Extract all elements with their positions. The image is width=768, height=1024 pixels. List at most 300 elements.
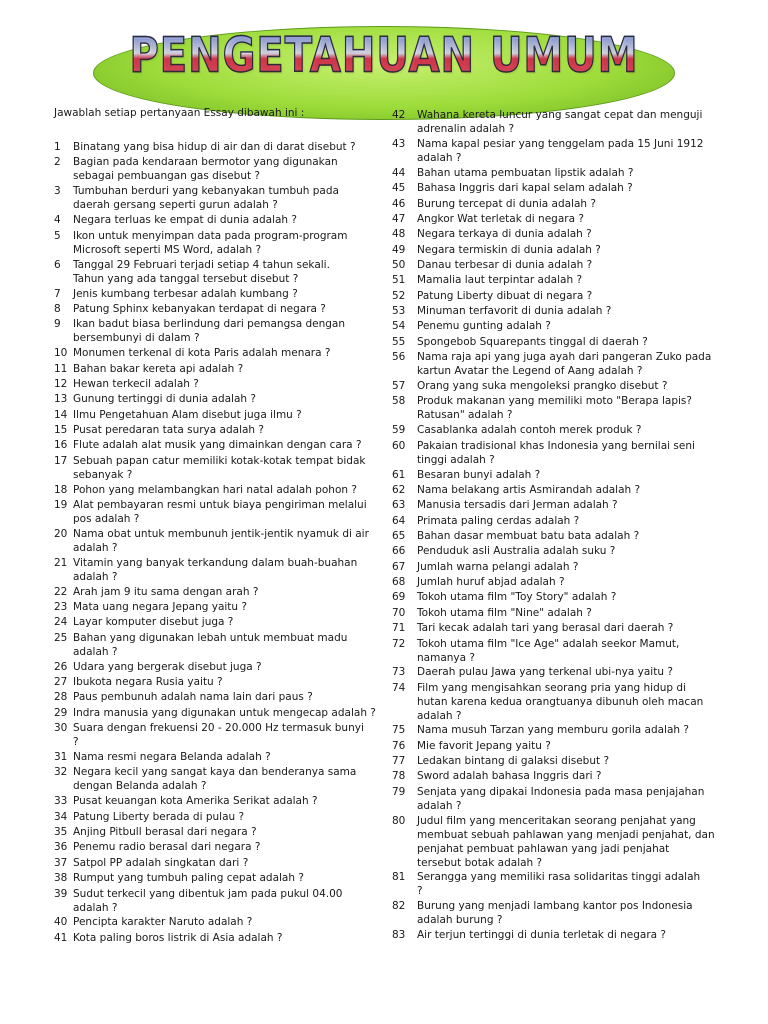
question-number: 43: [392, 137, 406, 150]
question-text: [417, 379, 667, 393]
question-line: Danau terbesar di dunia adalah ?: [417, 259, 593, 271]
question-text: [417, 544, 615, 558]
question-text: [417, 529, 639, 543]
question-text: [73, 454, 365, 482]
question-text: [417, 754, 609, 768]
question-item: [54, 229, 384, 256]
question-number: 47: [392, 212, 406, 225]
question-number: 65: [392, 530, 406, 543]
question-number: 34: [54, 810, 68, 823]
question-line: Arah jam 9 itu sama dengan arah ?: [73, 585, 259, 598]
question-line: Bahan bakar kereta api adalah ?: [73, 362, 244, 375]
question-text: [73, 810, 244, 824]
question-item: [392, 243, 732, 257]
question-text: [73, 527, 369, 555]
question-number: 27: [54, 676, 68, 689]
question-line: penjahat pembuat pahlawan yang jadi penjahat: [417, 842, 670, 855]
question-line: Jenis kumbang terbesar adalah kumbang ?: [73, 287, 298, 300]
question-line: Ikon untuk menyimpan data pada program-program: [73, 229, 348, 242]
question-text: [417, 769, 602, 783]
question-line: Flute adalah alat musik yang dimainkan dengan cara ?: [73, 439, 362, 452]
question-line: Gunung tertinggi di dunia adalah ?: [73, 393, 256, 406]
question-line: Penduduk asli Australia adalah suku ?: [417, 545, 616, 558]
question-number: 58: [392, 395, 406, 408]
question-item: [392, 304, 732, 318]
question-line: Serangga yang memiliki rasa solidaritas tinggi adalah: [417, 870, 701, 883]
question-number: 21: [54, 556, 68, 569]
question-number: 37: [54, 856, 68, 869]
question-item: [54, 155, 384, 182]
question-item: [54, 527, 384, 554]
question-line: ?: [417, 884, 423, 897]
question-line: kartun Avatar the Legend of Aang adalah ?: [417, 365, 643, 378]
question-line: Pakaian tradisional khas Indonesia yang bernilai seni: [417, 439, 695, 452]
question-item: [54, 408, 384, 422]
question-line: Primata paling cerdas adalah ?: [417, 514, 580, 527]
question-item: [54, 454, 384, 481]
question-text: [417, 335, 648, 349]
question-number: 20: [54, 527, 68, 540]
question-text: [73, 750, 271, 764]
question-line: Mamalia laut terpintar adalah ?: [417, 274, 583, 287]
question-line: Anjing Pitbull berasal dari negara ?: [73, 826, 257, 839]
question-number: 76: [392, 739, 406, 752]
question-line: Judul film yang menceritakan seorang penjahat yang: [417, 814, 696, 827]
question-item: [54, 690, 384, 704]
question-text: [73, 931, 282, 945]
question-number: 24: [54, 616, 68, 629]
question-text: [417, 723, 689, 737]
question-item: [54, 660, 384, 674]
question-line: Sudut terkecil yang dibentuk jam pada pukul 04.00: [73, 887, 343, 900]
question-number: 80: [392, 814, 406, 827]
question-text: [417, 137, 703, 165]
question-number: 72: [392, 637, 406, 650]
question-number: 9: [54, 318, 61, 331]
question-number: 33: [54, 795, 68, 808]
question-line: bersembunyi di dalam ?: [73, 332, 200, 345]
question-item: [392, 468, 732, 482]
question-text: [73, 615, 233, 629]
question-line: adrenalin adalah ?: [417, 123, 515, 135]
question-item: [392, 870, 732, 897]
question-text: [417, 870, 700, 898]
question-text: [73, 258, 330, 286]
question-line: Sebuah papan catur memiliki kotak-kotak tempat bidak: [73, 454, 366, 467]
question-line: Patung Sphinx kebanyakan terdapat di negara ?: [73, 302, 326, 315]
question-item: [54, 631, 384, 658]
question-text: [417, 814, 715, 870]
question-line: adalah ?: [73, 541, 118, 554]
question-text: [73, 556, 357, 584]
question-item: [392, 529, 732, 543]
question-number: 59: [392, 424, 406, 437]
question-number: 49: [392, 243, 406, 256]
question-number: 4: [54, 214, 61, 227]
question-line: Negara terkaya di dunia adalah ?: [417, 228, 592, 241]
question-text: [417, 197, 596, 211]
question-text: [73, 498, 367, 526]
question-number: 71: [392, 622, 406, 635]
question-line: Daerah pulau Jawa yang terkenal ubi-nya yaitu ?: [417, 666, 673, 679]
question-number: 18: [54, 483, 68, 496]
question-text: [73, 887, 342, 915]
question-item: [54, 258, 384, 285]
question-item: [392, 899, 732, 926]
question-number: 40: [54, 916, 68, 929]
question-number: 17: [54, 454, 68, 467]
question-line: Alat pembayaran resmi untuk biaya pengiriman melalui: [73, 498, 367, 511]
question-number: 2: [54, 156, 61, 169]
question-item: [392, 665, 732, 679]
question-line: Hewan terkecil adalah ?: [73, 377, 199, 390]
question-text: [73, 140, 356, 154]
question-item: [54, 840, 384, 854]
question-text: [417, 243, 601, 257]
question-line: Orang yang suka mengoleksi prangko disebut ?: [417, 380, 668, 393]
question-text: [417, 899, 693, 927]
question-text: [73, 317, 345, 345]
question-number: 29: [54, 706, 68, 719]
question-line: adalah ?: [417, 799, 462, 812]
question-item: [392, 394, 732, 421]
question-line: Senjata yang dipakai Indonesia pada masa penjajahan: [417, 785, 705, 798]
question-number: 82: [392, 899, 406, 912]
question-line: Bahan utama pembuatan lipstik adalah ?: [417, 166, 634, 179]
question-number: 51: [392, 274, 406, 287]
question-text: [73, 600, 247, 614]
question-text: [73, 229, 347, 257]
question-number: 48: [392, 228, 406, 241]
question-line: Tanggal 29 Februari terjadi setiap 4 tahun sekali.: [73, 258, 330, 271]
question-line: Minuman terfavorit di dunia adalah ?: [417, 305, 612, 318]
question-number: 66: [392, 545, 406, 558]
question-text: [417, 108, 702, 136]
question-number: 31: [54, 751, 68, 764]
question-number: 74: [392, 681, 406, 694]
question-item: [392, 590, 732, 604]
question-line: Bahasa Inggris dari kapal selam adalah ?: [417, 182, 633, 195]
question-line: Udara yang bergerak disebut juga ?: [73, 660, 262, 673]
question-line: adalah ?: [73, 901, 118, 914]
question-item: [392, 108, 732, 135]
question-text: [73, 706, 376, 720]
question-text: [417, 665, 673, 679]
question-text: [417, 560, 578, 574]
question-item: [392, 350, 732, 377]
question-item: [392, 769, 732, 783]
question-line: Paus pembunuh adalah nama lain dari paus ?: [73, 691, 313, 704]
question-number: 7: [54, 287, 61, 300]
question-line: Pusat keuangan kota Amerika Serikat adalah ?: [73, 795, 318, 808]
question-line: Tokoh utama film "Toy Story" adalah ?: [417, 591, 617, 604]
question-line: Bahan yang digunakan lebah untuk membuat madu: [73, 631, 348, 644]
question-item: [54, 675, 384, 689]
question-item: [392, 739, 732, 753]
question-line: Tokoh utama film "Nine" adalah ?: [417, 606, 592, 619]
question-text: [73, 825, 257, 839]
question-line: Mata uang negara Jepang yaitu ?: [73, 601, 247, 614]
question-line: Mie favorit Jepang yaitu ?: [417, 739, 551, 752]
question-item: [392, 289, 732, 303]
question-item: [54, 887, 384, 914]
question-line: sebagai pembuangan gas disebut ?: [73, 170, 261, 183]
question-number: 57: [392, 380, 406, 393]
question-line: Indra manusia yang digunakan untuk mengecap adalah ?: [73, 706, 376, 719]
question-line: Nama raja api yang juga ayah dari pangeran Zuko pada: [417, 351, 712, 364]
question-line: adalah ?: [73, 645, 118, 658]
question-number: 77: [392, 755, 406, 768]
question-text: [73, 721, 364, 749]
question-text: [417, 637, 679, 665]
question-text: [417, 227, 592, 241]
question-line: Nama belakang artis Asmirandah adalah ?: [417, 484, 641, 496]
question-line: daerah gersang seperti gurun adalah ?: [73, 199, 278, 212]
question-line: Pencipta karakter Naruto adalah ?: [73, 916, 253, 929]
question-text: [73, 631, 347, 659]
question-item: [392, 575, 732, 589]
question-number: 22: [54, 585, 68, 598]
question-line: Kota paling boros listrik di Asia adalah ?: [73, 931, 283, 944]
question-item: [392, 814, 732, 868]
question-text: [417, 289, 592, 303]
question-line: Produk makanan yang memiliki moto "Berapa lapis?: [417, 395, 692, 408]
question-line: namanya ?: [417, 651, 475, 664]
question-number: 52: [392, 289, 406, 302]
question-text: [417, 606, 592, 620]
question-text: [417, 590, 616, 604]
question-text: [417, 514, 579, 528]
question-line: Tumbuhan berduri yang kebanyakan tumbuh pada: [73, 185, 339, 198]
question-line: Nama kapal pesiar yang tenggelam pada 15 Juni 1912: [417, 137, 704, 150]
question-item: [54, 423, 384, 437]
question-item: [54, 483, 384, 497]
question-text: [73, 915, 252, 929]
question-number: 26: [54, 660, 68, 673]
question-text: [417, 785, 704, 813]
question-item: [392, 483, 732, 497]
question-item: [392, 181, 732, 195]
question-item: [54, 871, 384, 885]
question-number: 50: [392, 259, 406, 271]
question-item: [54, 556, 384, 583]
question-number: 83: [392, 928, 406, 941]
question-line: Nama resmi negara Belanda adalah ?: [73, 751, 271, 764]
question-line: Satpol PP adalah singkatan dari ?: [73, 856, 249, 869]
question-text: [73, 794, 318, 808]
question-number: 10: [54, 347, 68, 360]
question-item: [54, 706, 384, 720]
question-line: Spongebob Squarepants tinggal di daerah ?: [417, 335, 648, 348]
question-number: 41: [54, 931, 68, 944]
question-item: [392, 439, 732, 466]
question-line: hutan karena kedua orangtuanya dibunuh oleh macan: [417, 695, 704, 708]
question-line: Burung tercepat di dunia adalah ?: [417, 197, 596, 210]
question-text: [417, 273, 582, 287]
question-text: [417, 483, 640, 497]
question-number: 54: [392, 320, 406, 333]
question-number: 3: [54, 185, 61, 198]
question-number: 28: [54, 691, 68, 704]
question-line: Patung Liberty berada di pulau ?: [73, 810, 245, 823]
question-number: 79: [392, 785, 406, 798]
question-item: [54, 750, 384, 764]
question-text: [73, 856, 248, 870]
question-item: [392, 258, 732, 272]
question-text: [73, 438, 362, 452]
question-line: Ledakan bintang di galaksi disebut ?: [417, 755, 610, 768]
question-item: [54, 213, 384, 227]
question-text: [73, 287, 298, 301]
question-line: Air terjun tertinggi di dunia terletak di negara ?: [417, 928, 667, 941]
question-item: [392, 621, 732, 635]
question-number: 6: [54, 258, 61, 271]
question-item: [54, 392, 384, 406]
question-line: Sword adalah bahasa Inggris dari ?: [417, 770, 602, 783]
question-item: [392, 423, 732, 437]
question-number: 56: [392, 351, 406, 364]
question-item: [392, 319, 732, 333]
question-number: 61: [392, 468, 406, 481]
question-number: 73: [392, 666, 406, 679]
question-item: [54, 184, 384, 211]
question-line: Jumlah warna pelangi adalah ?: [417, 560, 579, 573]
question-item: [54, 794, 384, 808]
question-item: [392, 544, 732, 558]
question-line: Ikan badut biasa berlindung dari pemangsa dengan: [73, 318, 346, 331]
question-line: Film yang mengisahkan seorang pria yang hidup di: [417, 681, 687, 694]
question-line: tersebut botak adalah ?: [417, 856, 543, 869]
question-text: [73, 423, 264, 437]
question-line: Suara dengan frekuensi 20 - 20.000 Hz termasuk bunyi: [73, 722, 364, 735]
question-text: [417, 928, 666, 942]
question-number: 35: [54, 826, 68, 839]
question-item: [392, 560, 732, 574]
question-line: Penemu gunting adalah ?: [417, 320, 551, 333]
question-text: [73, 377, 199, 391]
question-text: [417, 166, 633, 180]
question-line: Penemu radio berasal dari negara ?: [73, 841, 261, 854]
question-line: Burung yang menjadi lambang kantor pos Indonesia: [417, 899, 693, 912]
question-item: [54, 931, 384, 945]
question-number: 38: [54, 872, 68, 885]
question-number: 30: [54, 722, 68, 735]
question-number: 42: [392, 109, 406, 121]
question-line: sebanyak ?: [73, 468, 133, 481]
question-item: [54, 765, 384, 792]
question-text: [417, 498, 618, 512]
question-item: [54, 600, 384, 614]
question-number: 55: [392, 335, 406, 348]
question-text: [73, 765, 356, 793]
question-text: [417, 439, 695, 467]
question-number: 67: [392, 560, 406, 573]
question-item: [392, 681, 732, 722]
question-number: 11: [54, 362, 68, 375]
question-line: Layar komputer disebut juga ?: [73, 616, 234, 629]
question-text: [417, 739, 551, 753]
question-text: [73, 362, 243, 376]
question-line: Bagian pada kendaraan bermotor yang digunakan: [73, 156, 338, 169]
page-title: PENGETAHUAN UMUM: [0, 28, 768, 83]
question-item: [54, 140, 384, 154]
question-item: [54, 302, 384, 316]
question-number: 13: [54, 393, 68, 406]
question-text: [417, 350, 711, 378]
question-line: Wahana kereta luncur yang sangat cepat dan menguji: [417, 109, 703, 121]
question-line: Pusat peredaran tata surya adalah ?: [73, 423, 264, 436]
question-line: adalah burung ?: [417, 913, 503, 926]
question-line: Negara termiskin di dunia adalah ?: [417, 243, 601, 256]
question-item: [54, 810, 384, 824]
question-text: [417, 681, 703, 723]
question-line: Vitamin yang banyak terkandung dalam buah-buahan: [73, 556, 358, 569]
question-text: [73, 155, 338, 183]
question-line: dengan Belanda adalah ?: [73, 780, 207, 793]
question-item: [392, 166, 732, 180]
question-line: Casablanka adalah contoh merek produk ?: [417, 424, 642, 437]
question-line: Tahun yang ada tanggal tersebut disebut ?: [73, 272, 299, 285]
question-line: Ibukota negara Rusia yaitu ?: [73, 676, 223, 689]
question-number: 64: [392, 514, 406, 527]
question-line: Rumput yang tumbuh paling cepat adalah ?: [73, 872, 304, 885]
question-line: Bahan dasar membuat batu bata adalah ?: [417, 530, 640, 543]
question-line: Patung Liberty dibuat di negara ?: [417, 289, 593, 302]
question-line: Microsoft seperti MS Word, adalah ?: [73, 243, 262, 256]
question-item: [392, 785, 732, 812]
question-item: [54, 346, 384, 360]
question-line: membuat sebuah pahlawan yang menjadi penjahat, dan: [417, 828, 715, 841]
question-item: [54, 721, 384, 748]
question-text: [417, 258, 592, 272]
question-item: [392, 212, 732, 226]
question-line: Negara terluas ke empat di dunia adalah ?: [73, 214, 297, 227]
question-text: [73, 675, 223, 689]
question-line: Besaran bunyi adalah ?: [417, 468, 541, 481]
question-item: [54, 915, 384, 929]
question-number: 68: [392, 576, 406, 589]
question-item: [54, 377, 384, 391]
question-item: [392, 514, 732, 528]
question-item: [54, 856, 384, 870]
question-text: [73, 871, 304, 885]
question-number: 46: [392, 197, 406, 210]
question-number: 16: [54, 439, 68, 452]
question-item: [392, 637, 732, 664]
question-item: [54, 585, 384, 599]
question-line: Nama musuh Tarzan yang memburu gorila adalah ?: [417, 724, 689, 737]
question-item: [392, 335, 732, 349]
question-number: 81: [392, 870, 406, 883]
question-text: [73, 408, 302, 422]
question-item: [392, 606, 732, 620]
question-number: 75: [392, 724, 406, 737]
question-item: [54, 317, 384, 344]
question-line: Pohon yang melambangkan hari natal adalah pohon ?: [73, 483, 357, 496]
question-text: [73, 483, 357, 497]
question-number: 53: [392, 305, 406, 318]
question-line: Negara kecil yang sangat kaya dan benderanya sama: [73, 766, 357, 779]
question-line: Ilmu Pengetahuan Alam disebut juga ilmu ?: [73, 408, 302, 421]
question-line: Binatang yang bisa hidup di air dan di darat disebut ?: [73, 141, 356, 153]
question-number: 39: [54, 887, 68, 900]
question-text: [73, 585, 258, 599]
question-line: Tokoh utama film "Ice Age" adalah seekor Mamut,: [417, 637, 680, 650]
instruction-text: Jawablah setiap pertanyaan Essay dibawah ini :: [54, 107, 305, 119]
question-item: [392, 723, 732, 737]
question-line: Tari kecak adalah tari yang berasal dari daerah ?: [417, 622, 674, 635]
question-number: 14: [54, 408, 68, 421]
